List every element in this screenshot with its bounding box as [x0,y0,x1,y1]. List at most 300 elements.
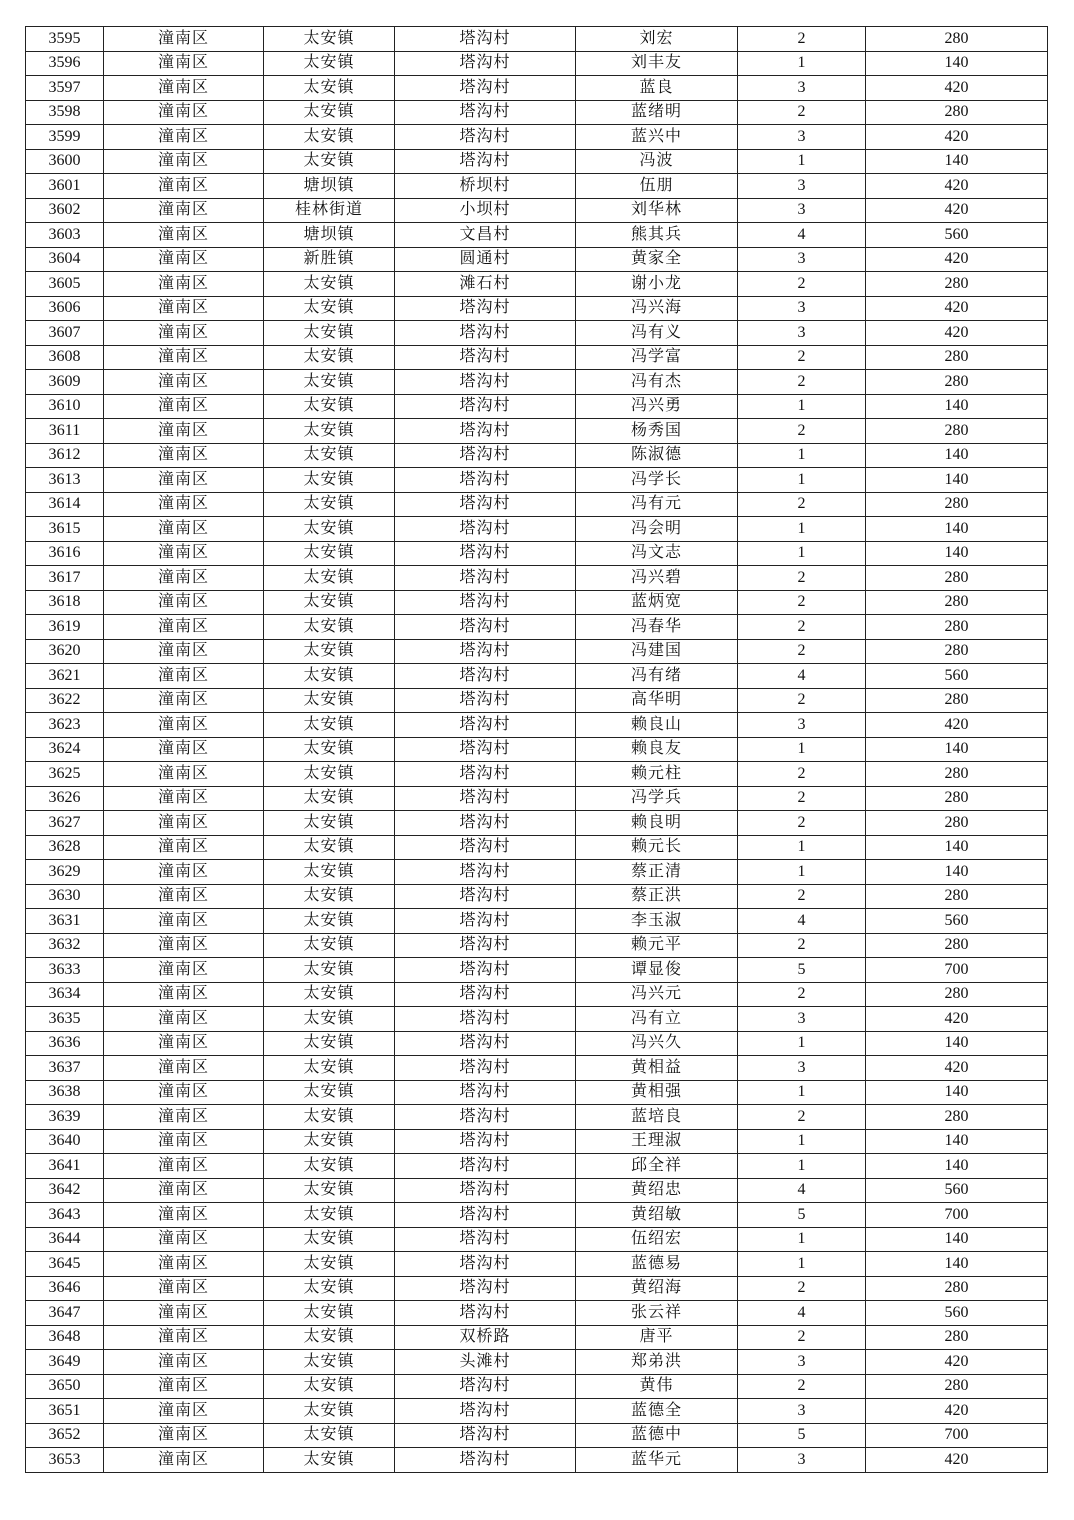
name-cell: 刘丰友 [576,51,738,76]
district-cell: 潼南区 [104,272,264,297]
district-cell: 潼南区 [104,982,264,1007]
amount-cell: 140 [866,443,1048,468]
table-row [26,1178,1048,1203]
town-cell: 太安镇 [264,1203,395,1228]
name-cell: 赖良山 [576,713,738,738]
household-count-cell: 2 [738,419,866,444]
serial-number-cell: 3596 [26,51,104,76]
name-cell: 冯有杰 [576,370,738,395]
village-cell: 塔沟村 [395,615,576,640]
district-cell: 潼南区 [104,1178,264,1203]
name-cell: 冯有立 [576,1007,738,1032]
name-cell: 蓝炳宽 [576,590,738,615]
table-row [26,982,1048,1007]
district-cell: 潼南区 [104,27,264,52]
serial-number-cell: 3605 [26,272,104,297]
serial-number-cell: 3624 [26,737,104,762]
table-row [26,1129,1048,1154]
amount-cell: 560 [866,909,1048,934]
serial-number-cell: 3614 [26,492,104,517]
table-row [26,51,1048,76]
table-row [26,149,1048,174]
amount-cell: 280 [866,1325,1048,1350]
district-cell: 潼南区 [104,762,264,787]
serial-number-cell: 3620 [26,639,104,664]
table-row [26,688,1048,713]
village-cell: 塔沟村 [395,958,576,983]
town-cell: 太安镇 [264,1007,395,1032]
district-cell: 潼南区 [104,370,264,395]
amount-cell: 280 [866,762,1048,787]
amount-cell: 140 [866,835,1048,860]
household-count-cell: 1 [738,1080,866,1105]
name-cell: 蓝德全 [576,1399,738,1424]
household-count-cell: 3 [738,1399,866,1424]
household-count-cell: 2 [738,1276,866,1301]
household-count-cell: 1 [738,149,866,174]
table-row [26,1252,1048,1277]
name-cell: 刘宏 [576,27,738,52]
village-cell: 塔沟村 [395,1178,576,1203]
town-cell: 太安镇 [264,835,395,860]
table-row [26,174,1048,199]
village-cell: 圆通村 [395,247,576,272]
district-cell: 潼南区 [104,1325,264,1350]
household-count-cell: 4 [738,1301,866,1326]
town-cell: 太安镇 [264,590,395,615]
town-cell: 太安镇 [264,1080,395,1105]
serial-number-cell: 3652 [26,1423,104,1448]
name-cell: 冯兴碧 [576,566,738,591]
district-cell: 潼南区 [104,664,264,689]
table-row [26,762,1048,787]
district-cell: 潼南区 [104,394,264,419]
serial-number-cell: 3628 [26,835,104,860]
district-cell: 潼南区 [104,51,264,76]
name-cell: 冯兴久 [576,1031,738,1056]
table-row [26,492,1048,517]
table-row [26,296,1048,321]
table-row [26,541,1048,566]
town-cell: 太安镇 [264,541,395,566]
household-count-cell: 1 [738,1129,866,1154]
village-cell: 塔沟村 [395,713,576,738]
household-count-cell: 5 [738,958,866,983]
household-count-cell: 3 [738,76,866,101]
table-row [26,370,1048,395]
table-row [26,590,1048,615]
village-cell: 塔沟村 [395,835,576,860]
district-cell: 潼南区 [104,688,264,713]
village-cell: 塔沟村 [395,1080,576,1105]
amount-cell: 140 [866,51,1048,76]
amount-cell: 280 [866,639,1048,664]
district-cell: 潼南区 [104,198,264,223]
district-cell: 潼南区 [104,1105,264,1130]
amount-cell: 420 [866,125,1048,150]
household-count-cell: 2 [738,566,866,591]
name-cell: 黄伟 [576,1374,738,1399]
name-cell: 蔡正清 [576,860,738,885]
table-row [26,1007,1048,1032]
amount-cell: 280 [866,272,1048,297]
serial-number-cell: 3616 [26,541,104,566]
village-cell: 塔沟村 [395,100,576,125]
district-cell: 潼南区 [104,149,264,174]
district-cell: 潼南区 [104,443,264,468]
table-row [26,933,1048,958]
amount-cell: 420 [866,1399,1048,1424]
district-cell: 潼南区 [104,517,264,542]
serial-number-cell: 3637 [26,1056,104,1081]
district-cell: 潼南区 [104,737,264,762]
household-count-cell: 2 [738,492,866,517]
table-row [26,125,1048,150]
village-cell: 塔沟村 [395,541,576,566]
household-count-cell: 1 [738,443,866,468]
name-cell: 赖元平 [576,933,738,958]
table-row [26,345,1048,370]
amount-cell: 140 [866,394,1048,419]
amount-cell: 420 [866,296,1048,321]
name-cell: 蓝德易 [576,1252,738,1277]
name-cell: 冯有元 [576,492,738,517]
table-row [26,272,1048,297]
serial-number-cell: 3647 [26,1301,104,1326]
town-cell: 太安镇 [264,76,395,101]
district-cell: 潼南区 [104,1080,264,1105]
town-cell: 太安镇 [264,419,395,444]
district-cell: 潼南区 [104,1374,264,1399]
village-cell: 塔沟村 [395,639,576,664]
village-cell: 塔沟村 [395,1154,576,1179]
table-row [26,1350,1048,1375]
table-row [26,223,1048,248]
household-count-cell: 1 [738,1154,866,1179]
household-count-cell: 4 [738,223,866,248]
name-cell: 黄相益 [576,1056,738,1081]
name-cell: 伍绍宏 [576,1227,738,1252]
data-table [25,26,1048,1473]
name-cell: 蓝华元 [576,1448,738,1473]
village-cell: 塔沟村 [395,1203,576,1228]
amount-cell: 140 [866,1154,1048,1179]
table-row [26,909,1048,934]
district-cell: 潼南区 [104,860,264,885]
district-cell: 潼南区 [104,835,264,860]
household-count-cell: 1 [738,517,866,542]
name-cell: 冯波 [576,149,738,174]
amount-cell: 140 [866,1129,1048,1154]
district-cell: 潼南区 [104,76,264,101]
village-cell: 桥坝村 [395,174,576,199]
amount-cell: 280 [866,566,1048,591]
serial-number-cell: 3634 [26,982,104,1007]
household-count-cell: 1 [738,51,866,76]
village-cell: 塔沟村 [395,762,576,787]
household-count-cell: 1 [738,835,866,860]
village-cell: 塔沟村 [395,492,576,517]
village-cell: 塔沟村 [395,737,576,762]
serial-number-cell: 3598 [26,100,104,125]
district-cell: 潼南区 [104,1423,264,1448]
district-cell: 潼南区 [104,639,264,664]
table-row [26,247,1048,272]
district-cell: 潼南区 [104,247,264,272]
household-count-cell: 1 [738,1031,866,1056]
table-row [26,1105,1048,1130]
table-row [26,835,1048,860]
district-cell: 潼南区 [104,933,264,958]
table-row [26,737,1048,762]
table-row [26,517,1048,542]
household-count-cell: 2 [738,272,866,297]
table-row [26,566,1048,591]
amount-cell: 140 [866,1031,1048,1056]
village-cell: 塔沟村 [395,786,576,811]
town-cell: 桂林街道 [264,198,395,223]
amount-cell: 560 [866,1178,1048,1203]
village-cell: 塔沟村 [395,909,576,934]
amount-cell: 420 [866,76,1048,101]
amount-cell: 700 [866,958,1048,983]
serial-number-cell: 3601 [26,174,104,199]
serial-number-cell: 3632 [26,933,104,958]
village-cell: 小坝村 [395,198,576,223]
district-cell: 潼南区 [104,884,264,909]
household-count-cell: 2 [738,1325,866,1350]
village-cell: 塔沟村 [395,1276,576,1301]
village-cell: 塔沟村 [395,1252,576,1277]
amount-cell: 420 [866,1350,1048,1375]
amount-cell: 140 [866,860,1048,885]
town-cell: 太安镇 [264,1227,395,1252]
household-count-cell: 1 [738,1227,866,1252]
town-cell: 太安镇 [264,1154,395,1179]
amount-cell: 280 [866,419,1048,444]
household-count-cell: 2 [738,1105,866,1130]
town-cell: 太安镇 [264,786,395,811]
household-count-cell: 2 [738,933,866,958]
table-row [26,1301,1048,1326]
household-count-cell: 2 [738,762,866,787]
table-row [26,76,1048,101]
household-count-cell: 3 [738,174,866,199]
table-row [26,884,1048,909]
amount-cell: 420 [866,1007,1048,1032]
district-cell: 潼南区 [104,1399,264,1424]
village-cell: 塔沟村 [395,1105,576,1130]
amount-cell: 140 [866,541,1048,566]
table-row [26,1399,1048,1424]
amount-cell: 420 [866,247,1048,272]
serial-number-cell: 3644 [26,1227,104,1252]
name-cell: 冯会明 [576,517,738,542]
village-cell: 塔沟村 [395,1301,576,1326]
household-count-cell: 4 [738,664,866,689]
serial-number-cell: 3641 [26,1154,104,1179]
district-cell: 潼南区 [104,321,264,346]
district-cell: 潼南区 [104,419,264,444]
household-count-cell: 2 [738,345,866,370]
table-row [26,419,1048,444]
amount-cell: 280 [866,1374,1048,1399]
amount-cell: 280 [866,933,1048,958]
village-cell: 塔沟村 [395,688,576,713]
town-cell: 太安镇 [264,958,395,983]
name-cell: 陈淑德 [576,443,738,468]
household-count-cell: 2 [738,688,866,713]
name-cell: 高华明 [576,688,738,713]
town-cell: 太安镇 [264,517,395,542]
table-row [26,443,1048,468]
serial-number-cell: 3597 [26,76,104,101]
town-cell: 太安镇 [264,1423,395,1448]
name-cell: 唐平 [576,1325,738,1350]
village-cell: 滩石村 [395,272,576,297]
name-cell: 赖良友 [576,737,738,762]
amount-cell: 280 [866,590,1048,615]
town-cell: 太安镇 [264,762,395,787]
name-cell: 黄相强 [576,1080,738,1105]
name-cell: 谭显俊 [576,958,738,983]
village-cell: 双桥路 [395,1325,576,1350]
name-cell: 蓝兴中 [576,125,738,150]
district-cell: 潼南区 [104,1301,264,1326]
name-cell: 冯兴海 [576,296,738,321]
serial-number-cell: 3622 [26,688,104,713]
amount-cell: 140 [866,1080,1048,1105]
household-count-cell: 1 [738,737,866,762]
district-cell: 潼南区 [104,100,264,125]
village-cell: 塔沟村 [395,443,576,468]
village-cell: 塔沟村 [395,1056,576,1081]
district-cell: 潼南区 [104,1154,264,1179]
amount-cell: 280 [866,982,1048,1007]
town-cell: 太安镇 [264,1056,395,1081]
household-count-cell: 2 [738,100,866,125]
village-cell: 塔沟村 [395,590,576,615]
district-cell: 潼南区 [104,468,264,493]
table-row [26,860,1048,885]
name-cell: 冯兴元 [576,982,738,1007]
town-cell: 太安镇 [264,615,395,640]
town-cell: 太安镇 [264,149,395,174]
district-cell: 潼南区 [104,615,264,640]
village-cell: 塔沟村 [395,860,576,885]
household-count-cell: 3 [738,713,866,738]
household-count-cell: 2 [738,982,866,1007]
district-cell: 潼南区 [104,223,264,248]
household-count-cell: 2 [738,884,866,909]
serial-number-cell: 3635 [26,1007,104,1032]
district-cell: 潼南区 [104,492,264,517]
town-cell: 太安镇 [264,296,395,321]
name-cell: 郑弟洪 [576,1350,738,1375]
serial-number-cell: 3623 [26,713,104,738]
town-cell: 太安镇 [264,1325,395,1350]
household-count-cell: 2 [738,786,866,811]
serial-number-cell: 3604 [26,247,104,272]
district-cell: 潼南区 [104,174,264,199]
name-cell: 伍朋 [576,174,738,199]
name-cell: 邱全祥 [576,1154,738,1179]
amount-cell: 280 [866,370,1048,395]
amount-cell: 420 [866,1056,1048,1081]
village-cell: 塔沟村 [395,468,576,493]
serial-number-cell: 3603 [26,223,104,248]
amount-cell: 560 [866,223,1048,248]
town-cell: 太安镇 [264,492,395,517]
name-cell: 冯兴勇 [576,394,738,419]
serial-number-cell: 3653 [26,1448,104,1473]
town-cell: 太安镇 [264,1129,395,1154]
serial-number-cell: 3649 [26,1350,104,1375]
name-cell: 冯文志 [576,541,738,566]
name-cell: 赖元柱 [576,762,738,787]
table-row [26,1448,1048,1473]
serial-number-cell: 3636 [26,1031,104,1056]
table-row [26,1154,1048,1179]
village-cell: 塔沟村 [395,1374,576,1399]
town-cell: 太安镇 [264,1350,395,1375]
amount-cell: 140 [866,1252,1048,1277]
town-cell: 太安镇 [264,1448,395,1473]
village-cell: 塔沟村 [395,1448,576,1473]
serial-number-cell: 3610 [26,394,104,419]
town-cell: 太安镇 [264,933,395,958]
name-cell: 赖元长 [576,835,738,860]
household-count-cell: 5 [738,1423,866,1448]
household-count-cell: 2 [738,615,866,640]
serial-number-cell: 3611 [26,419,104,444]
town-cell: 太安镇 [264,1374,395,1399]
serial-number-cell: 3617 [26,566,104,591]
table-row [26,1423,1048,1448]
household-count-cell: 3 [738,1007,866,1032]
table-row [26,100,1048,125]
name-cell: 刘华林 [576,198,738,223]
table-row [26,1325,1048,1350]
district-cell: 潼南区 [104,786,264,811]
serial-number-cell: 3613 [26,468,104,493]
village-cell: 塔沟村 [395,933,576,958]
name-cell: 黄绍忠 [576,1178,738,1203]
amount-cell: 420 [866,713,1048,738]
household-count-cell: 1 [738,1252,866,1277]
table-row [26,1227,1048,1252]
village-cell: 塔沟村 [395,419,576,444]
serial-number-cell: 3621 [26,664,104,689]
serial-number-cell: 3650 [26,1374,104,1399]
amount-cell: 280 [866,1105,1048,1130]
table-row [26,811,1048,836]
amount-cell: 280 [866,1276,1048,1301]
serial-number-cell: 3600 [26,149,104,174]
amount-cell: 280 [866,345,1048,370]
name-cell: 熊其兵 [576,223,738,248]
serial-number-cell: 3639 [26,1105,104,1130]
village-cell: 塔沟村 [395,51,576,76]
district-cell: 潼南区 [104,566,264,591]
name-cell: 谢小龙 [576,272,738,297]
table-row [26,394,1048,419]
table-row [26,664,1048,689]
household-count-cell: 2 [738,27,866,52]
serial-number-cell: 3648 [26,1325,104,1350]
name-cell: 张云祥 [576,1301,738,1326]
serial-number-cell: 3625 [26,762,104,787]
